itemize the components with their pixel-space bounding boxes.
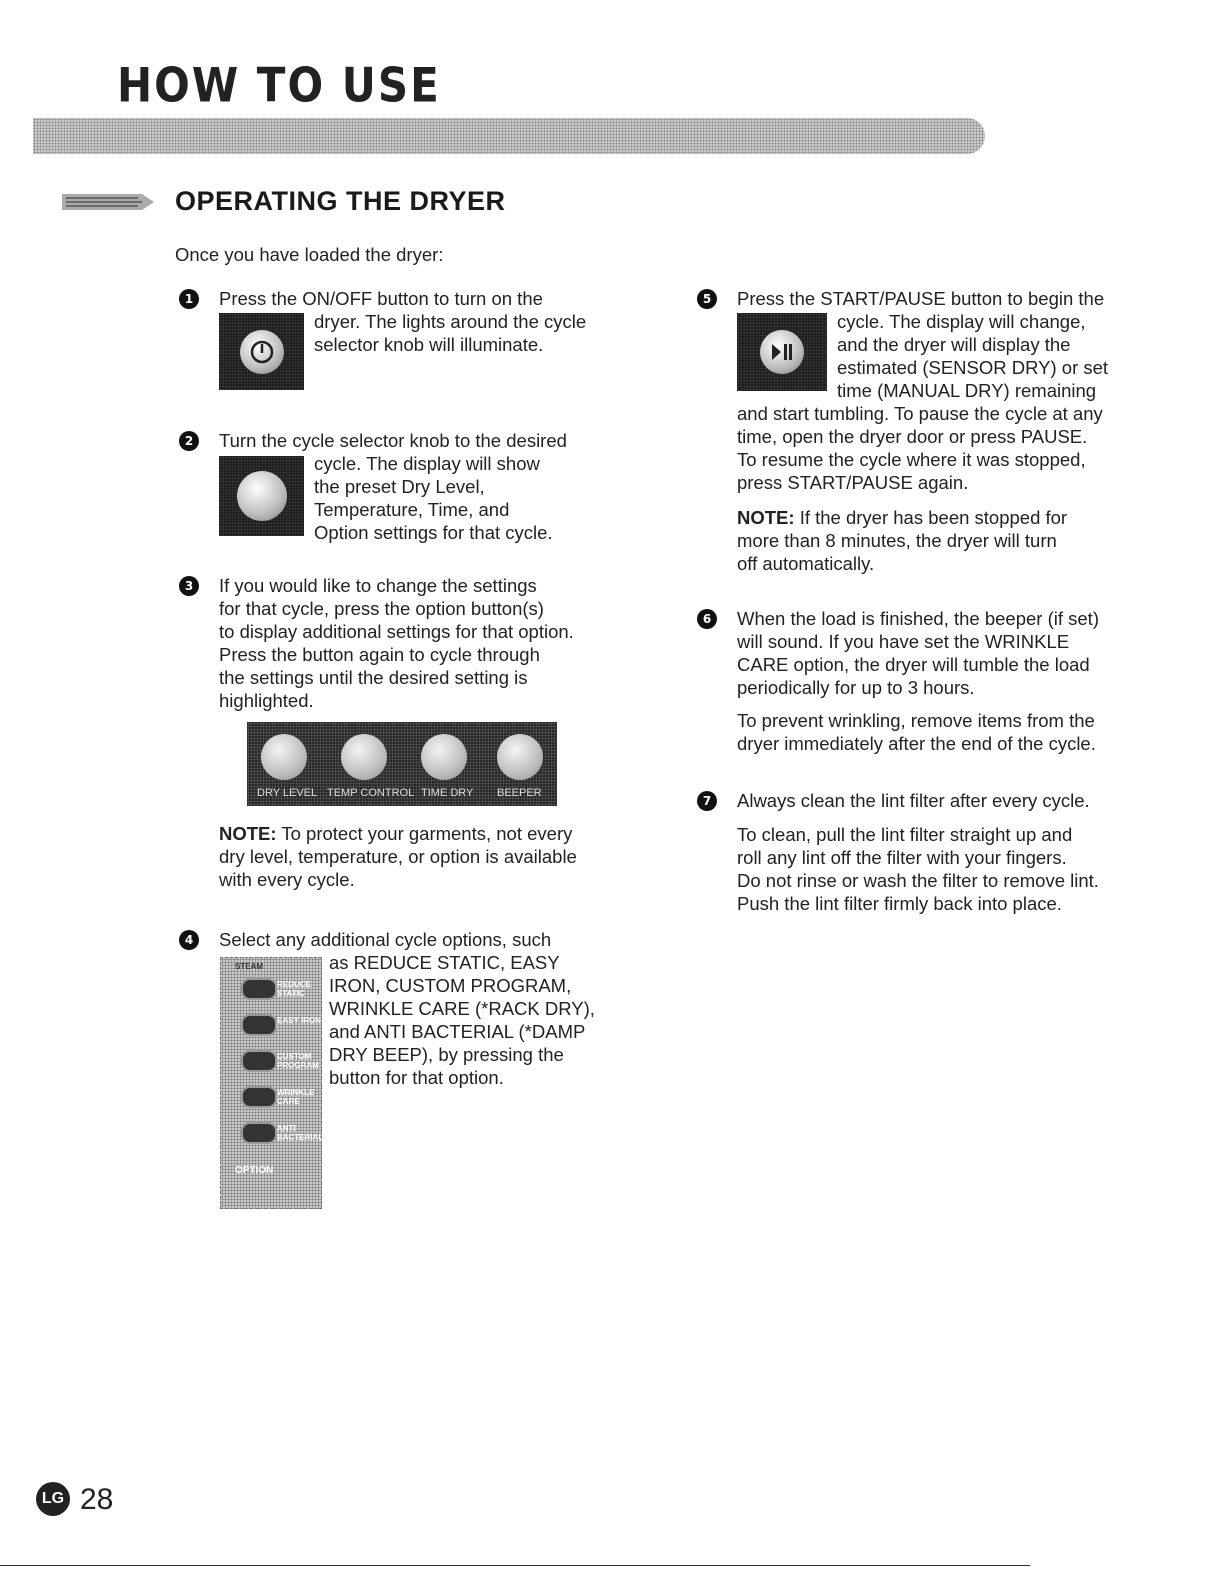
note-label: NOTE: <box>219 823 277 844</box>
step4-line: DRY BEEP), by pressing the <box>329 1044 564 1065</box>
step5-line: time, open the dryer door or press PAUSE. <box>737 426 1088 447</box>
step4-line: as REDUCE STATIC, EASY <box>329 952 560 973</box>
cycle-knob-image <box>219 456 304 536</box>
step5-first-line: Press the START/PAUSE button to begin the <box>737 288 1105 309</box>
step6-line: periodically for up to 3 hours. <box>737 677 975 698</box>
section-title: OPERATING THE DRYER <box>175 186 506 216</box>
step4-first-line: Select any additional cycle options, such <box>219 929 552 950</box>
option-top-label: STEAM <box>235 962 263 971</box>
note-line: with every cycle. <box>219 869 355 890</box>
step3-line: to display additional settings for that option. <box>219 621 574 642</box>
step5-line: and the dryer will display the <box>837 334 1071 355</box>
panel-label: DRY LEVEL <box>257 787 318 799</box>
step6-line: dryer immediately after the end of the cycle. <box>737 733 1096 754</box>
beeper-knob <box>497 734 543 780</box>
option-panel-image <box>220 957 322 1209</box>
step5-line: To resume the cycle where it was stopped, <box>737 449 1086 470</box>
step6-line: CARE option, the dryer will tumble the load <box>737 654 1090 675</box>
step1-text <box>314 310 586 356</box>
step2-line: Temperature, Time, and <box>314 499 510 520</box>
step-number-2: 2 <box>179 431 199 451</box>
step7-line: Do not rinse or wash the filter to remove lint. <box>737 870 1099 891</box>
note-auto-off <box>737 506 1067 575</box>
step5-line: and start tumbling. To pause the cycle at any <box>737 403 1103 424</box>
option-item-label: ANTI BACTERIAL <box>277 1124 324 1142</box>
note-line: dry level, temperature, or option is available <box>219 846 577 867</box>
step-number-4: 4 <box>179 930 199 950</box>
step-number-3: 3 <box>179 576 199 596</box>
step5-line: estimated (SENSOR DRY) or set <box>837 357 1109 378</box>
panel-label: TEMP CONTROL <box>327 787 415 799</box>
step7-first-line: Always clean the lint filter after every cycle. <box>737 790 1090 811</box>
step2-line: cycle. The display will show <box>314 453 540 474</box>
step2-first-line: Turn the cycle selector knob to the desired <box>219 430 567 451</box>
option-item-label: EASY IRON <box>277 1016 321 1025</box>
easy-iron-button-image <box>241 1014 277 1036</box>
note-text: If the dryer has been stopped for <box>794 507 1068 528</box>
panel-label: BEEPER <box>497 787 542 799</box>
option-item-label: REDUCE STATIC <box>277 980 311 998</box>
step5-after-text <box>737 402 1103 494</box>
step7-line: roll any lint off the filter with your fingers. <box>737 847 1067 868</box>
step4-text <box>329 951 595 1089</box>
step1-first-line: Press the ON/OFF button to turn on the <box>219 288 543 309</box>
step4-line: and ANTI BACTERIAL (*DAMP <box>329 1021 586 1042</box>
wrinkle-care-button-image <box>241 1086 277 1108</box>
power-icon <box>240 330 284 374</box>
anti-bacterial-button-image <box>241 1122 277 1144</box>
reduce-static-button-image <box>241 978 277 1000</box>
page-number: 28 <box>80 1483 114 1516</box>
time-dry-knob <box>421 734 467 780</box>
title-bar <box>33 118 985 154</box>
step6-extra-text <box>737 709 1096 755</box>
start-pause-button-image <box>737 313 827 391</box>
step2-line: the preset Dry Level, <box>314 476 485 497</box>
step7-line: Push the lint filter firmly back into place. <box>737 893 1062 914</box>
lg-logo: LG <box>36 1482 70 1516</box>
step1-line: dryer. The lights around the cycle <box>314 311 587 332</box>
custom-program-button-image <box>241 1050 277 1072</box>
option-bottom-label: OPTION <box>235 1165 274 1176</box>
step1-line: selector knob will illuminate. <box>314 334 544 355</box>
option-item-label: CUSTOM PROGRAM <box>277 1052 319 1070</box>
note-line: off automatically. <box>737 553 875 574</box>
step-number-6: 6 <box>697 609 717 629</box>
step6-line: When the load is finished, the beeper (if set) <box>737 608 1099 629</box>
step5-text <box>837 310 1108 402</box>
step-number-7: 7 <box>697 791 717 811</box>
play-pause-icon <box>760 330 804 374</box>
step7-line: To clean, pull the lint filter straight up and <box>737 824 1073 845</box>
step3-text <box>219 574 574 712</box>
note-line: more than 8 minutes, the dryer will turn <box>737 530 1057 551</box>
knob-icon <box>237 471 287 521</box>
panel-label: TIME DRY <box>421 787 474 799</box>
step5-line: time (MANUAL DRY) remaining <box>837 380 1097 401</box>
step3-line: for that cycle, press the option button(s) <box>219 598 544 619</box>
step6-text <box>737 607 1099 699</box>
intro-text: Once you have loaded the dryer: <box>175 244 444 265</box>
footer-rule <box>0 1565 1030 1566</box>
step6-line: To prevent wrinkling, remove items from the <box>737 710 1095 731</box>
step4-line: IRON, CUSTOM PROGRAM, <box>329 975 572 996</box>
section-arrow-icon <box>58 190 158 214</box>
step3-line: If you would like to change the settings <box>219 575 537 596</box>
note-text: To protect your garments, not every <box>276 823 573 844</box>
step6-line: will sound. If you have set the WRINKLE <box>737 631 1070 652</box>
step-number-1: 1 <box>179 289 199 309</box>
step3-line: the settings until the desired setting is <box>219 667 528 688</box>
note-garments <box>219 822 577 891</box>
step4-line: button for that option. <box>329 1067 504 1088</box>
dry-level-knob <box>261 734 307 780</box>
step3-line: highlighted. <box>219 690 314 711</box>
option-item-label: WRINKLE CARE <box>277 1088 315 1106</box>
step7-extra-text <box>737 823 1099 915</box>
step2-text <box>314 452 553 544</box>
step4-line: WRINKLE CARE (*RACK DRY), <box>329 998 595 1019</box>
step3-line: Press the button again to cycle through <box>219 644 540 665</box>
step-number-5: 5 <box>697 289 717 309</box>
note-label: NOTE: <box>737 507 795 528</box>
step5-line: press START/PAUSE again. <box>737 472 969 493</box>
page-title: HOW TO USE <box>117 58 441 113</box>
step5-line: cycle. The display will change, <box>837 311 1086 332</box>
step2-line: Option settings for that cycle. <box>314 522 553 543</box>
power-button-image <box>219 313 304 390</box>
temp-control-knob <box>341 734 387 780</box>
option-buttons-panel-image <box>247 722 557 806</box>
